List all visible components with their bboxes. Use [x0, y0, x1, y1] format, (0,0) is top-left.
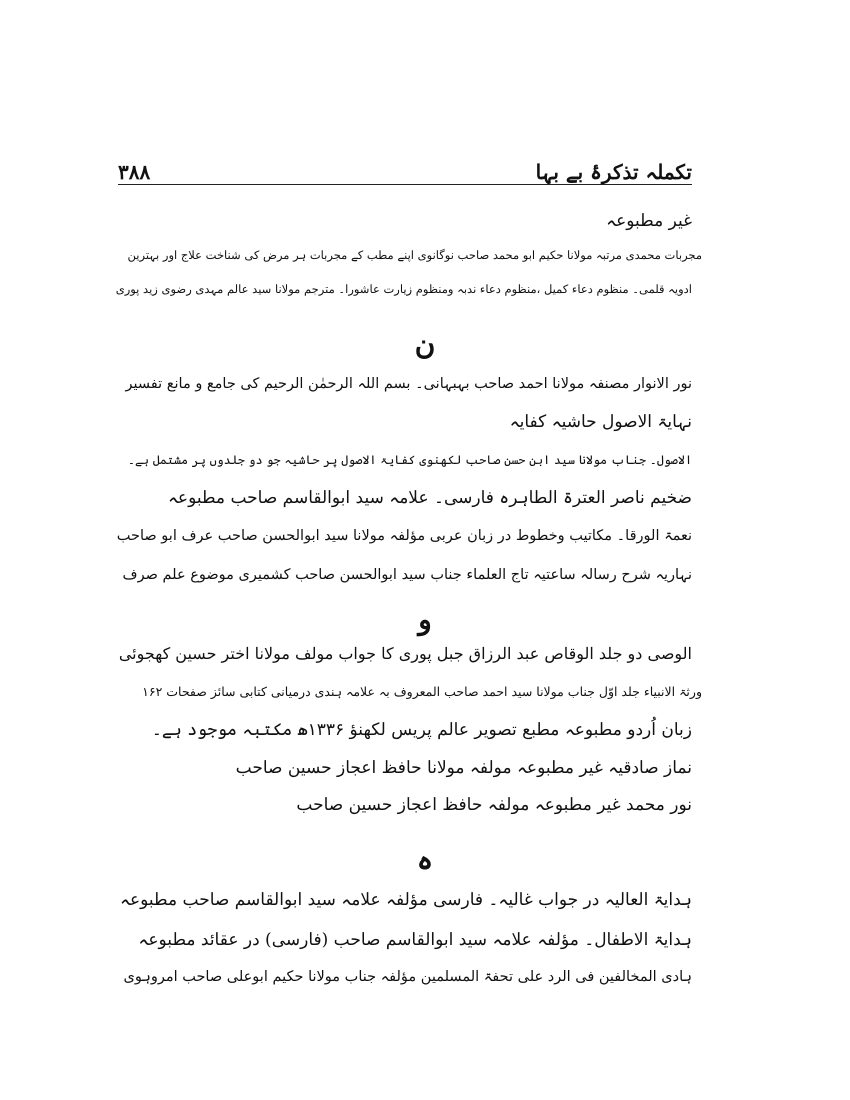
text-line: ہادی المخالفین فی الرد علی تحفۃ المسلمین مؤلفہ جناب مولانا حکیم ابوعلی صاحب امروہوی — [123, 969, 692, 985]
text-line: ضخیم ناصر العترۃ الطاہرہ فارسی۔ علامہ سید ابوالقاسم صاحب مطبوعہ — [167, 488, 692, 508]
text-line: زبان اُردو مطبوعہ مطبع تصویر عالم پریس لکھنؤ ۱۳۳۶ھ مکتبہ موجود ہے۔ — [151, 720, 692, 740]
book-title: تکملہ تذکرۂ بے بہا — [535, 160, 692, 184]
text-line: ادویہ قلمی۔ منظوم دعاء کمیل ،منظوم دعاء ندبہ ومنظوم زیارت عاشورا۔ مترجم مولانا سید عالم مہدی رضوی زید پوری — [115, 282, 692, 296]
text-line: نماز صادقیہ غیر مطبوعہ مولفہ مولانا حافظ اعجاز حسین صاحب — [235, 758, 692, 778]
text-line: نعمۃ الورقا۔ مکاتیب وخطوط در زبان عربی مؤلفہ مولانا سید ابوالحسن صاحب عرف ابو صاحب — [116, 528, 692, 544]
running-header — [118, 160, 692, 182]
section-letter-waw: و — [418, 603, 432, 636]
page-number: ۳۸۸ — [118, 160, 151, 184]
text-line: نہایۃ الاصول حاشیہ کفایہ — [509, 412, 692, 432]
section-letter-nun: ن — [414, 328, 436, 361]
text-line: غیر مطبوعہ — [606, 211, 692, 231]
text-line: نہاریہ شرح رسالہ ساعتیہ تاج العلماء جناب سید ابوالحسن صاحب کشمیری موضوع علم صرف — [122, 567, 692, 583]
text-line: الوصی دو جلد الوقاص عبد الرزاق جبل پوری کا جواب مولف مولانا اختر حسین کھجوئی — [118, 644, 692, 663]
text-line: نور محمد غیر مطبوعہ مولفہ حافظ اعجاز حسین صاحب — [296, 795, 692, 815]
text-line: ہدایۃ الاطفال۔ مؤلفہ علامہ سید ابوالقاسم صاحب (فارسی) در عقائد مطبوعہ — [138, 930, 692, 950]
text-line: نور الانوار مصنفہ مولانا احمد صاحب بہبہانی۔ بسم اللہ الرحمٰن الرحیم کی جامع و مانع تفسیر — [125, 376, 692, 392]
text-line: ورثۃ الانبیاء جلد اوّل جناب مولانا سید احمد صاحب المعروف بہ علامہ ہندی درمیانی کتابی سائز صفحات ۱۶۲ — [142, 684, 702, 699]
header-rule — [118, 184, 692, 185]
text-line: ہدایۃ العالیہ در جواب غالیہ۔ فارسی مؤلفہ علامہ سید ابوالقاسم صاحب مطبوعہ — [120, 890, 692, 910]
text-line: مجربات محمدی مرتبہ مولانا حکیم ابو محمد صاحب نوگانوی اپنے مطب کے مجربات ہر مرض کی شناخت علاج اور بہترین — [127, 248, 702, 262]
section-letter-he: ہ — [416, 843, 434, 876]
text-line: الاصول۔ جناب مولانا سید ابن حسن صاحب لکھنوی کفایۃ الاصول پر حاشیہ جو دو جلدوں پر مشتمل ہے۔ — [127, 453, 692, 467]
